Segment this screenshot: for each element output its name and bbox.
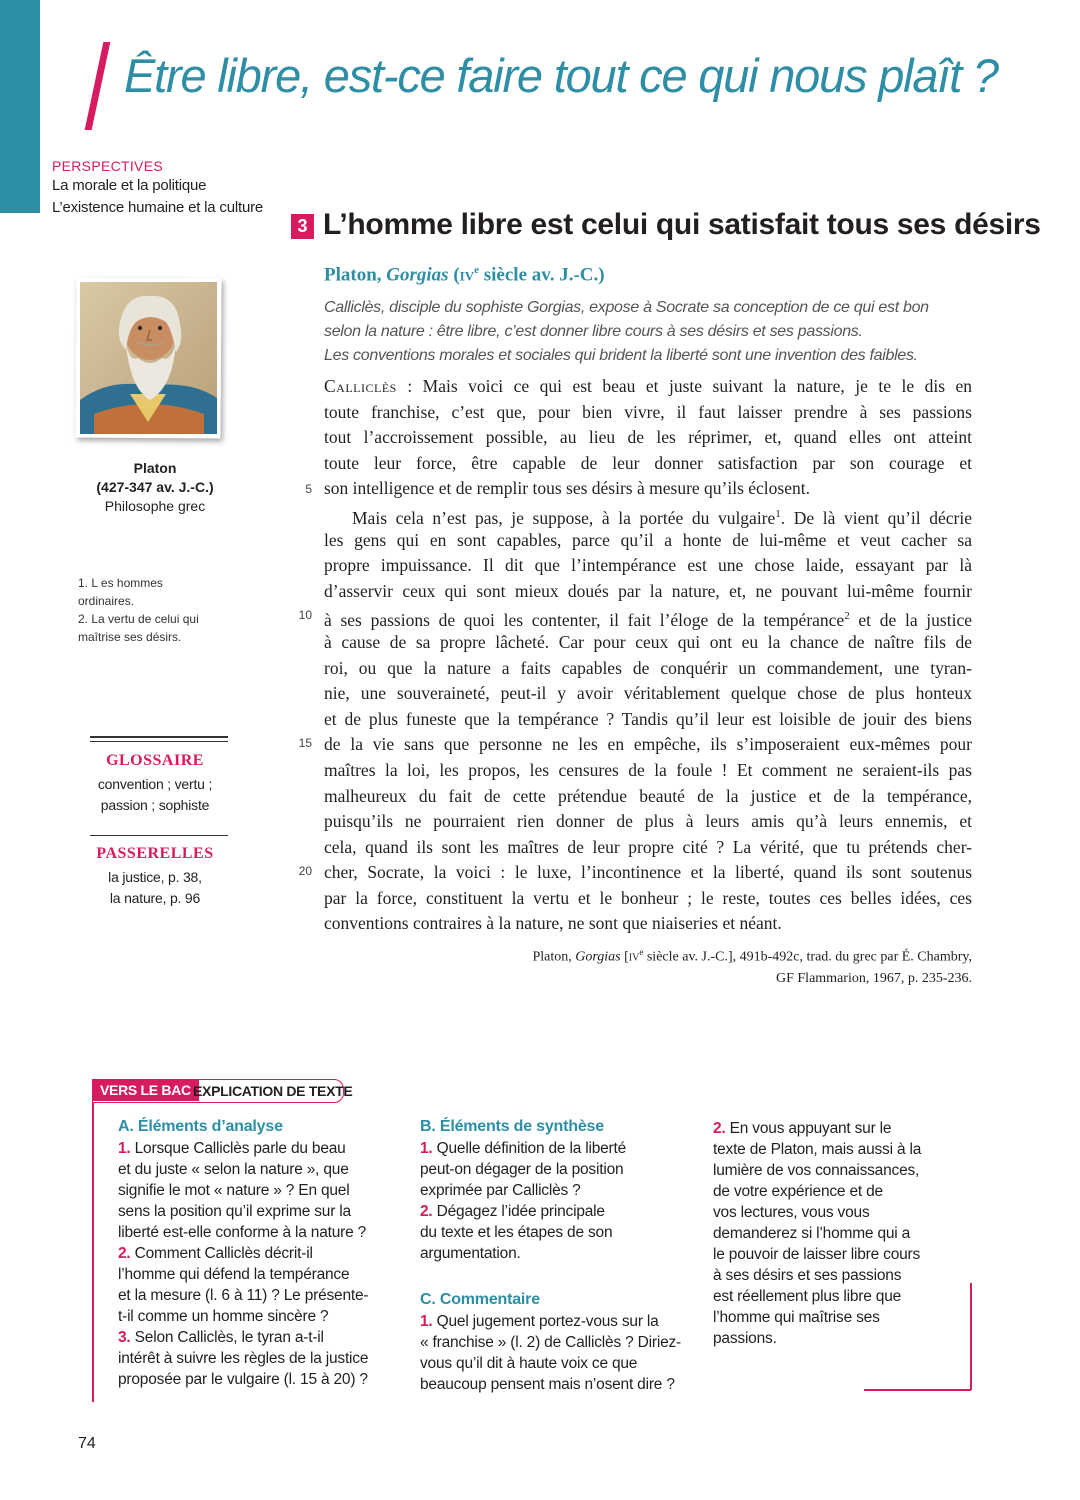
perspective-item: La morale et la politique bbox=[52, 177, 207, 194]
text-line: Mais cela n’est pas, je suppose, à la portée du vulgaire$^1$. De là vient qu’il décrie bbox=[352, 507, 972, 528]
line-number: 20 bbox=[298, 864, 312, 878]
text-line: toute leur force, être capable de leur donner satisfaction par son courage et bbox=[324, 452, 972, 473]
text-line: malheureux du fait de cette prétendue beauté de la justice et de la tempérance, bbox=[324, 785, 972, 806]
text-line: roi, ou que la nature a faits capables de conquérir un commandement, une tyran- bbox=[324, 657, 972, 678]
bac-frame-line bbox=[92, 1102, 94, 1402]
passerelles-rule bbox=[90, 835, 228, 836]
title-accent-bar bbox=[85, 42, 111, 130]
text-line: de la vie sans que personne ne les en empêche, ils s’imposeraient eux-mêmes pour bbox=[324, 734, 972, 755]
text-line: toute franchise, c’est que, pour bien vivre, il faut laisser prendre à ses passions bbox=[324, 401, 972, 422]
passerelle-link[interactable]: la justice, p. 38, bbox=[108, 869, 202, 885]
text-line: à ses passions de quoi les contenter, il fait l’éloge de la tempérance$^2$ et de la justice bbox=[324, 610, 972, 631]
text-line: cela, quand ils sont les maîtres de leur propre cité ? La vérité, que tu prétends cher- bbox=[324, 836, 972, 857]
page-number: 74 bbox=[78, 1435, 96, 1452]
author-role: Philosophe grec bbox=[104, 498, 206, 514]
author-line: Platon, Gorgias ($iv^e$ siècle av. J.-C.) bbox=[324, 264, 605, 286]
text-line: nie, une souveraineté, peut-il y avoir véritablement quelque chose de plus honteux bbox=[324, 683, 972, 704]
text-line: d’asservir ceux qui sont mieux doués par la nature, et, ne pouvant lui-même fournir bbox=[324, 580, 972, 601]
glossary-rule bbox=[90, 736, 228, 738]
platon-portrait bbox=[80, 282, 217, 434]
line-number: 10 bbox=[298, 608, 312, 622]
text-line: par la force, constituent la vertu et le bonheur ; le reste, toutes ces belles idées, ces bbox=[324, 887, 972, 908]
document-body bbox=[324, 374, 972, 937]
question: 2. Comment Calliclès décrit-il l’homme qui défend la tempérance et la mesure (l. 6 à 11) ? Le présente- t-il comme un homme sincère ? bbox=[118, 1245, 369, 1325]
section-title: A. Éléments d’analyse bbox=[118, 1118, 283, 1135]
section-analyse bbox=[118, 1116, 408, 1390]
text-line: cher, Socrate, la voici : le luxe, l’incontinence et la liberté, quand ils sont soutenus bbox=[324, 862, 972, 883]
question: 1. Quelle définition de la liberté peut-on dégager de la position exprimée par Calliclès ? bbox=[420, 1140, 627, 1199]
text-line: conventions contraires à la nature, ne sont que niaiseries et néant. bbox=[324, 913, 782, 934]
header-color-band bbox=[0, 0, 40, 213]
bac-frame-line bbox=[864, 1389, 971, 1391]
author-name: Platon (427-347 av. J.-C.) bbox=[96, 460, 214, 495]
question: 2. Dégagez l’idée principale du texte et les étapes de son argumentation. bbox=[420, 1203, 613, 1262]
section-title: B. Éléments de synthèse bbox=[420, 1118, 604, 1135]
footnotes: 1. L es hommes ordinaires. 2. La vertu de celui qui maîtrise ses désirs. bbox=[78, 576, 199, 644]
perspective-item: L’existence humaine et la culture bbox=[52, 199, 264, 216]
document-number-badge: 3 bbox=[291, 214, 314, 239]
text-line: et de plus funeste que la tempérance ? Tandis qu’il leur est loisible de jouir des biens bbox=[324, 708, 972, 729]
text-line: les gens qui en sont capables, parce qu’il a honte de lui-même et veut cacher sa bbox=[324, 529, 972, 550]
footnote-ref[interactable]: 2 bbox=[844, 610, 850, 623]
document-title: L’homme libre est celui qui satisfait tous ses désirs bbox=[323, 208, 1041, 241]
document-intro: Calliclès, disciple du sophiste Gorgias, expose à Socrate sa conception de ce qui est bon selon la nature : être libre, c’est donner libre cours à ses désirs et ses passions. Les conventions morales et sociales qui brident la liberté sont une invention des faibles. bbox=[324, 299, 929, 364]
text-line: propre impuissance. Il dit que l’intempérance est une chose laide, essayant par là bbox=[324, 555, 972, 576]
source-citation: Platon, Gorgias [$iv^e$ siècle av. J.-C.], 491b-492c, trad. du grec par É. Chambry, GF Flammarion, 1967, p. 235-236. bbox=[532, 947, 972, 986]
text-line: tout l’accroissement possible, au lieu de les réprimer, et, quand elles ont atteint bbox=[324, 427, 972, 448]
glossary-label: GLOSSAIRE bbox=[106, 752, 204, 769]
line-number: 15 bbox=[298, 736, 312, 750]
section-title: C. Commentaire bbox=[420, 1291, 540, 1308]
bac-frame-line bbox=[970, 1283, 972, 1390]
question: 3. Selon Calliclès, le tyran a-t-il intérêt à suivre les règles de la justice proposée par le vulgaire (l. 15 à 20) ? bbox=[118, 1329, 369, 1388]
passerelles-links bbox=[80, 867, 230, 909]
text-line: à cause de sa propre lâcheté. Car pour ceux qui ont eu la chance de naître fils de bbox=[324, 631, 972, 652]
glossary-rule bbox=[90, 741, 228, 742]
passerelles-label: PASSERELLES bbox=[96, 845, 214, 862]
footnote-ref[interactable]: 1 bbox=[775, 507, 781, 520]
passerelle-link[interactable]: la nature, p. 96 bbox=[109, 890, 201, 906]
bac-exercise-type: EXPLICATION DE TEXTE bbox=[193, 1083, 353, 1099]
text-line: Calliclès : Mais voici ce qui est beau et juste suivant la nature, je te le dis en bbox=[324, 376, 972, 396]
question: 1. Quel jugement portez-vous sur la « franchise » (l. 2) de Calliclès ? Diriez- vous qu’il dit à haute voix ce que beaucoup pensent mais n’osent dire ? bbox=[420, 1313, 682, 1393]
text-line: puisqu’ils ne pourraient rien donner de plus à leurs amis qu’à leurs ennemis, et bbox=[324, 811, 972, 832]
chapter-title: Être libre, est-ce faire tout ce qui nous plaît ? bbox=[124, 49, 998, 102]
question-commentaire-2: 2. En vous appuyant sur le texte de Platon, mais aussi à la lumière de vos connaissances, de votre expérience et de vos lectures, vous vous demanderez si l’homme qui a le pouvoir de laisser libre cours à ses désirs et ses passions est réellement plus libre que l’homme qui maîtrise ses passions. bbox=[713, 1120, 922, 1347]
section-synthese bbox=[420, 1116, 700, 1264]
bac-tag: VERS LE BAC bbox=[92, 1079, 199, 1101]
text-line: maîtres la loi, les propos, les censures de la foule ! Et comment ne seraient-ils pas bbox=[324, 759, 972, 780]
line-number: 5 bbox=[305, 482, 312, 496]
question: 1. Lorsque Calliclès parle du beau et du juste « selon la nature », que signifie le mot « nature » ? En quel sens la position qu’il exprime sur la liberté est-elle conforme à la nature ? bbox=[118, 1140, 367, 1241]
glossary-terms: convention ; vertu ; passion ; sophiste bbox=[97, 776, 213, 813]
perspectives-label: PERSPECTIVES bbox=[52, 158, 163, 174]
section-commentaire bbox=[420, 1289, 700, 1395]
text-line: son intelligence et de remplir tous ses désirs à mesure qu’ils éclosent. bbox=[324, 478, 810, 499]
